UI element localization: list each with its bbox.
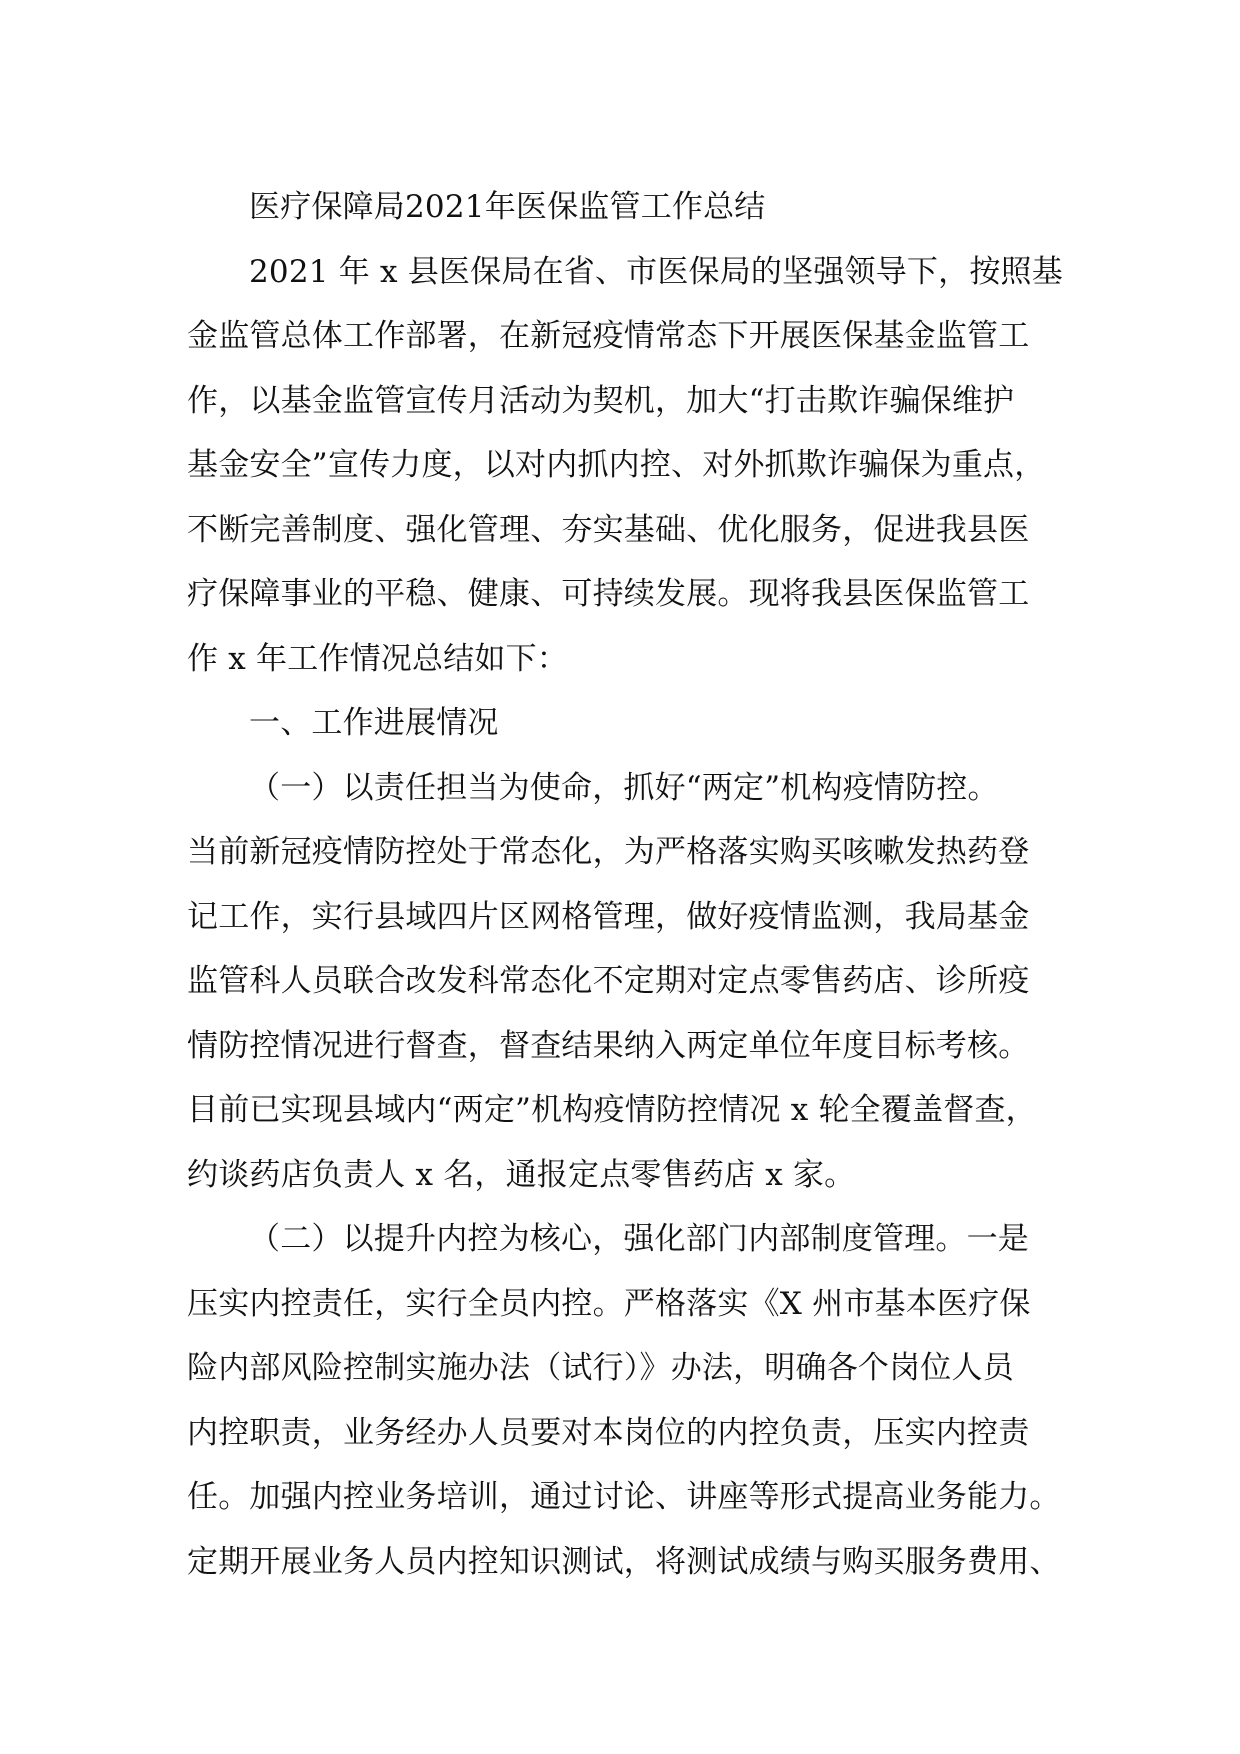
paragraph-line: 记工作，实行县域四片区网格管理，做好疫情监测，我局基金	[187, 898, 1030, 935]
paragraph-line: 压实内控责任，实行全员内控。严格落实《X 州市基本医疗保	[187, 1285, 1031, 1322]
paragraph-line: （一）以责任担当为使命，抓好“两定”机构疫情防控。	[249, 769, 999, 806]
paragraph-line: 定期开展业务人员内控知识测试，将测试成绩与购买服务费用、	[187, 1543, 1061, 1580]
paragraph-line: 目前已实现县域内“两定”机构疫情防控情况 x 轮全覆盖督查，	[187, 1092, 1037, 1128]
paragraph-line: 疗保障事业的平稳、健康、可持续发展。现将我县医保监管工	[187, 576, 1030, 612]
paragraph-line: 当前新冠疫情防控处于常态化，为严格落实购买咳嗽发热药登	[187, 834, 1030, 870]
document-page	[187, 175, 1084, 1594]
paragraph-line: 金监管总体工作部署，在新冠疫情常态下开展医保基金监管工	[187, 318, 1030, 354]
document-title: 医疗保障局2021年医保监管工作总结	[249, 189, 766, 225]
paragraph-line: 作，以基金监管宣传月活动为契机，加大“打击欺诈骗保维护	[187, 382, 1015, 419]
paragraph-line: 内控职责，业务经办人员要对本岗位的内控负责，压实内控责	[187, 1414, 1030, 1451]
paragraph-line: 险内部风险控制实施办法（试行）》办法，明确各个岗位人员	[187, 1350, 1014, 1386]
paragraph-line: 基金安全”宣传力度，以对内抓内控、对外抓欺诈骗保为重点，	[187, 447, 1046, 483]
paragraph-line: 作 x 年工作情况总结如下：	[187, 640, 568, 677]
paragraph-line: 一、工作进展情况	[249, 705, 499, 741]
paragraph-line: 不断完善制度、强化管理、夯实基础、优化服务，促进我县医	[187, 511, 1030, 548]
paragraph-line: 约谈药店负责人 x 名，通报定点零售药店 x 家。	[187, 1156, 856, 1193]
document-body	[187, 240, 1084, 1595]
paragraph-line: 2021 年 x 县医保局在省、市医保局的坚强领导下，按照基	[249, 253, 1063, 290]
paragraph-line: 监管科人员联合改发科常态化不定期对定点零售药店、诊所疫	[187, 963, 1030, 999]
paragraph-line: 任。加强内控业务培训，通过讨论、讲座等形式提高业务能力。	[187, 1479, 1061, 1515]
paragraph-line: （二）以提升内控为核心，强化部门内部制度管理。一是	[249, 1221, 1029, 1257]
paragraph-line: 情防控情况进行督查，督查结果纳入两定单位年度目标考核。	[187, 1027, 1030, 1064]
